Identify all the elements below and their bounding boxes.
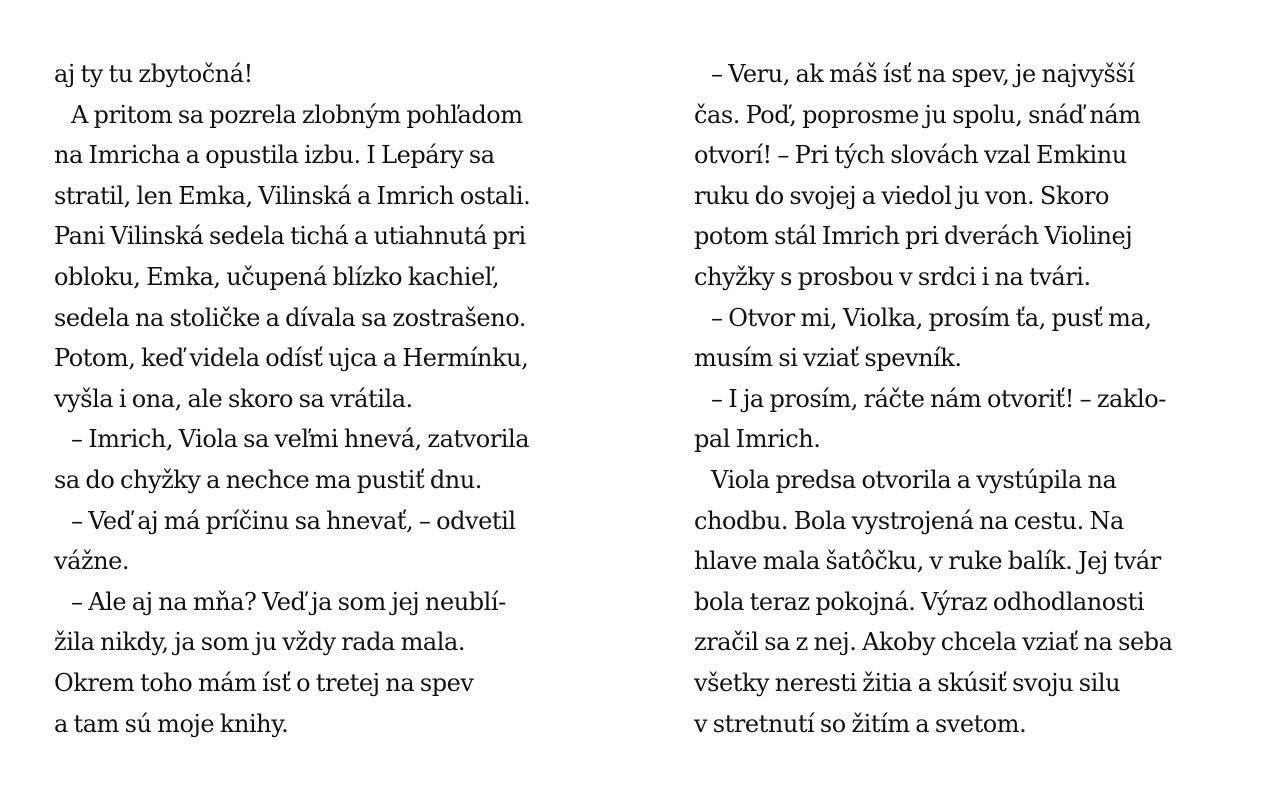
text-line: stratil, len Emka, Vilinská a Imrich ostali. bbox=[54, 181, 531, 210]
text-line: na Imricha a opustila izbu. I Lepáry sa bbox=[54, 141, 495, 170]
text-line: sa do chyžky a nechce ma pustiť dnu. bbox=[54, 465, 482, 494]
text-line: zračil sa z nej. Akoby chcela vziať na seba bbox=[694, 628, 1173, 657]
text-line: žila nikdy, ja som ju vždy rada mala. bbox=[54, 628, 466, 657]
text-line: obloku, Emka, učupená blízko kachieľ, bbox=[54, 262, 500, 291]
text-line: otvorí! – Pri tých slovách vzal Emkinu bbox=[694, 141, 1127, 170]
text-line: Pani Vilinská sedela tichá a utiahnutá pri bbox=[54, 222, 526, 251]
text-line: – Ale aj na mňa? Veď ja som jej neublí- bbox=[71, 587, 506, 616]
text-line: všetky neresti žitia a skúsiť svoju silu bbox=[694, 668, 1121, 697]
text-line: Viola predsa otvorila a vystúpila na bbox=[711, 465, 1117, 494]
text-line: a tam sú moje knihy. bbox=[54, 709, 289, 738]
text-line: vážne. bbox=[54, 547, 130, 576]
text-line: musím si vziať spevník. bbox=[694, 344, 962, 373]
text-line: potom stál Imrich pri dverách Violinej bbox=[694, 222, 1133, 251]
text-line: čas. Poď, poprosme ju spolu, snáď nám bbox=[694, 100, 1141, 129]
text-line: – Veď aj má príčinu sa hnevať, – odvetil bbox=[71, 506, 516, 535]
text-line: aj ty tu zbytočná! bbox=[54, 60, 253, 88]
left-page-text bbox=[54, 54, 614, 744]
text-line: bola teraz pokojná. Výraz odhodlanosti bbox=[694, 587, 1145, 616]
text-line: – I ja prosím, ráčte nám otvoriť! – zaklo- bbox=[711, 384, 1166, 413]
text-line: chodbu. Bola vystrojená na cestu. Na bbox=[694, 506, 1124, 535]
text-line: ruku do svojej a viedol ju von. Skoro bbox=[694, 181, 1109, 210]
text-line: A pritom sa pozrela zlobným pohľadom bbox=[71, 100, 523, 129]
text-line: sedela na stoličke a dívala sa zostrašeno. bbox=[54, 303, 526, 332]
text-line: – Veru, ak máš ísť na spev, je najvyšší bbox=[711, 60, 1135, 88]
text-line: hlave mala šatôčku, v ruke balík. Jej tvár bbox=[694, 547, 1161, 576]
text-line: chyžky s prosbou v srdci i na tvári. bbox=[694, 262, 1091, 291]
text-line: – Otvor mi, Violka, prosím ťa, pusť ma, bbox=[711, 303, 1152, 332]
text-line: pal Imrich. bbox=[694, 425, 821, 454]
text-line: – Imrich, Viola sa veľmi hnevá, zatvorila bbox=[71, 425, 530, 454]
text-line: Okrem toho mám ísť o tretej na spev bbox=[54, 668, 474, 697]
text-line: v stretnutí so žitím a svetom. bbox=[694, 709, 1027, 738]
text-line: Potom, keď videla odísť ujca a Hermínku, bbox=[54, 344, 529, 373]
text-line: vyšla i ona, ale skoro sa vrátila. bbox=[54, 384, 413, 413]
right-page-text bbox=[694, 54, 1254, 744]
